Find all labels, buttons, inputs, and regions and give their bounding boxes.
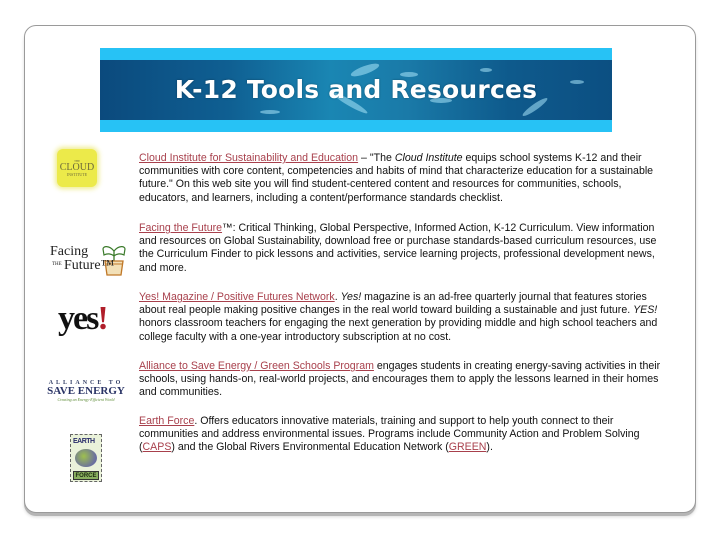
alliance-to-save-energy-link[interactable]: Alliance to Save Energy / Green Schools Program (139, 360, 374, 372)
yes-magazine-logo: yes! (58, 300, 107, 337)
page-title: K-12 Tools and Resources (174, 75, 538, 104)
caps-link[interactable]: CAPS (142, 441, 172, 454)
facing-the-future-logo: Facing THE Future™ (50, 222, 132, 277)
cloud-institute-logo: THE CLOUD INSTITUTE (57, 149, 97, 187)
earth-force-logo: EARTH FORCE (70, 434, 102, 482)
cloud-institute-link[interactable]: Cloud Institute for Sustainability and Education (139, 152, 359, 164)
resource-entry-cloud-institute: Cloud Institute for Sustainability and Education – "The Cloud Institute equips school systems K-12 and their communities with core content, competencies and habits of mind that characterize education for a sustainable future." On this web site you will find student-centered content and resources for communities, schools, educators, and learners, including a content/performance standards checklist. (139, 152, 654, 204)
green-link[interactable]: GREEN (448, 441, 487, 454)
title-banner (100, 48, 612, 132)
resource-entry-facing-the-future: Facing the Future™: Critical Thinking, Global Perspective, Informed Action, K-12 Curriculum. View information and resources on Global Sustainability, download free or purchase standards-based curriculum resources, use the Curriculum Finder to pick lessons and activities, service learning projects, professional development news, and more. (139, 222, 657, 274)
banner-image (100, 60, 612, 120)
facing-the-future-link[interactable]: Facing the Future (139, 222, 223, 234)
resource-entry-alliance-to-save-energy: Alliance to Save Energy / Green Schools Program engages students in creating energy-saving activities in their schools, using hands-on, real-world projects, and encourages them to apply the lessons learned in their homes and communities. (139, 360, 661, 399)
earth-force-link[interactable]: Earth Force (139, 415, 195, 427)
globe-icon (75, 449, 97, 467)
alliance-to-save-energy-logo: ALLIANCE TO SAVE ENERGY Creating an Energy-Efficient World (47, 380, 125, 402)
resource-entry-earth-force: Earth Force. Offers educators innovative materials, training and support to help youth connect to their communities and address environmental issues. Programs include Community Action and Problem Solving (CAPS) and the Global Rivers Environmental Education Network (GREEN). (139, 415, 640, 454)
resource-entry-yes-magazine: Yes! Magazine / Positive Futures Network. Yes! magazine is an ad-free quarterly journal that features stories about real people making positive changes in the real world toward building a sustainable and just future. YES! honors classroom teachers for engaging the next generation by providing middle and high school teachers and college faculty with a one-year introductory subscription at no cost. (139, 291, 658, 343)
yes-magazine-link[interactable]: Yes! Magazine / Positive Futures Network (139, 291, 335, 303)
